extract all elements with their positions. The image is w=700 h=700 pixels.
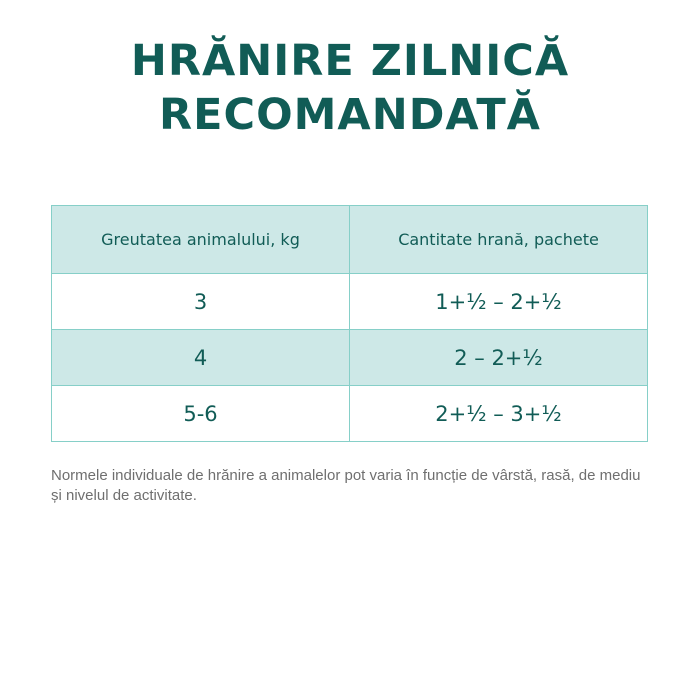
page-title-line-1: HRĂNIRE ZILNICĂ xyxy=(130,36,570,86)
header-animal-weight: Greutatea animalului, kg xyxy=(52,206,350,274)
weight-cell: 3 xyxy=(52,274,350,330)
quantity-cell: 2+½ – 3+½ xyxy=(350,386,648,442)
weight-cell: 5-6 xyxy=(52,386,350,442)
feeding-note: Normele individuale de hrănire a animalelor pot varia în funcție de vârstă, rasă, de mediu și nivelul de activitate. xyxy=(51,467,641,504)
table-row xyxy=(52,386,648,442)
quantity-cell: 1+½ – 2+½ xyxy=(350,274,648,330)
table-header-row xyxy=(52,206,648,274)
page-title xyxy=(0,34,700,142)
weight-cell: 4 xyxy=(52,330,350,386)
quantity-cell: 2 – 2+½ xyxy=(350,330,648,386)
header-food-quantity: Cantitate hrană, pachete xyxy=(350,206,648,274)
feeding-table xyxy=(51,205,648,442)
page-title-line-2: RECOMANDATĂ xyxy=(159,90,541,140)
feeding-table-container xyxy=(51,205,648,442)
table-row xyxy=(52,330,648,386)
table-row xyxy=(52,274,648,330)
